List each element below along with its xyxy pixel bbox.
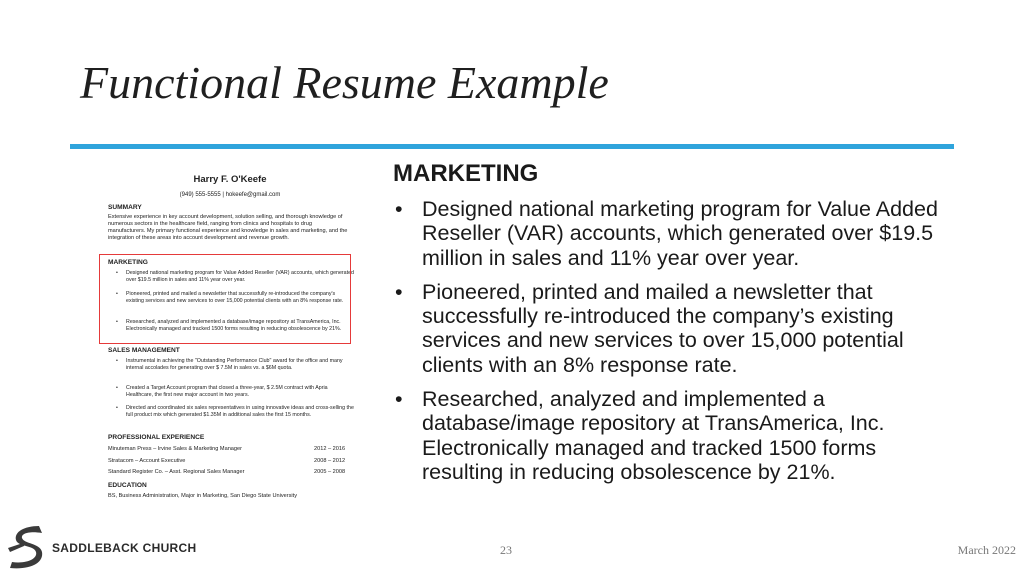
resume-job-title: Minuteman Press – Irvine Sales & Marketing Manager: [108, 446, 242, 452]
resume-education-heading: EDUCATION: [108, 482, 147, 489]
resume-job-title: Standard Register Co. – Asst. Regional Sales Manager: [108, 469, 245, 475]
resume-job-dates: 2012 – 2016: [314, 446, 346, 452]
marketing-highlight-box: [99, 254, 351, 344]
resume-marketing-bullet: • Researched, analyzed and implemented a database/image repository at TransAmerica, Inc. Electronically managed and tracked 1500 forms resulting in reducing obsolescence by 21%.: [116, 319, 354, 333]
resume-marketing-heading: MARKETING: [108, 259, 148, 266]
marketing-bullet: • Researched, analyzed and implemented a database/image repository at TransAmerica, Inc. Electronically managed and tracked 1500 forms resulting in reducing obsolescence by 21%.: [393, 387, 953, 484]
marketing-heading: MARKETING: [393, 160, 539, 187]
title-divider: [70, 144, 954, 149]
marketing-bullet: • Designed national marketing program for Value Added Reseller (VAR) accounts, which generated over $19.5 million in sales and 11% year over year.: [393, 197, 953, 270]
resume-job-dates: 2005 – 2008: [314, 469, 346, 475]
resume-sales-bullet: • Created a Target Account program that closed a three-year, $ 2.5M contract with Apria Healthcare, the first new major account in two years.: [116, 385, 354, 399]
resume-job-row: [108, 458, 348, 465]
resume-experience-heading: PROFESSIONAL EXPERIENCE: [108, 434, 205, 441]
slide-title: Functional Resume Example: [80, 57, 609, 108]
resume-marketing-bullet: • Designed national marketing program for Value Added Reseller (VAR) accounts, which generated over $19.5 million in sales and 11% year over year.: [116, 270, 354, 284]
resume-job-row: [108, 446, 348, 453]
logo-text: SADDLEBACK CHURCH: [52, 541, 197, 555]
slide-date: March 2022: [957, 543, 1016, 557]
resume-name: Harry F. O'Keefe: [193, 174, 267, 185]
resume-summary-text: Extensive experience in key account development, solution selling, and thorough knowledge of numerous sectors in the healthcare field, ranging from clinics and hospitals to drug manufacturers. My primary functional experience and knowledge in sales and marketing, and the integration of these areas into account development and revenue growth.: [108, 214, 348, 241]
page-number: 23: [500, 543, 512, 557]
saddleback-logo-icon: [6, 522, 48, 570]
resume-contact: (949) 555-5555 | hokeefe@gmail.com: [179, 192, 281, 198]
resume-job-title: Stratacom – Account Executive: [108, 458, 186, 464]
marketing-bullet-list: [393, 197, 953, 494]
resume-job-dates: 2008 – 2012: [314, 458, 346, 464]
resume-summary-heading: SUMMARY: [108, 204, 142, 211]
resume-job-row: [108, 469, 348, 476]
marketing-bullet: • Pioneered, printed and mailed a newsletter that successfully re-introduced the company’s existing services and new services to over 15,000 potential clients with an 8% response rate.: [393, 280, 953, 377]
resume-education-text: BS, Business Administration, Major in Marketing, San Diego State University: [108, 493, 298, 499]
resume-sales-bullet: • Instrumental in achieving the "Outstanding Performance Club" award for the office and many internal accolades for generating over $ 7.5M in sales vs. a $6M quota.: [116, 358, 354, 372]
resume-marketing-bullet: • Pioneered, printed and mailed a newsletter that successfully re-introduced the company's existing services and new services to over 15,000 potential clients with an 8% response rate.: [116, 291, 354, 305]
resume-sales-heading: SALES MANAGEMENT: [108, 347, 180, 354]
resume-sales-bullet: • Directed and coordinated six sales representatives in using innovative ideas and cross-selling the full product mix which generated $1.35M in additional sales the first 15 months.: [116, 405, 354, 419]
